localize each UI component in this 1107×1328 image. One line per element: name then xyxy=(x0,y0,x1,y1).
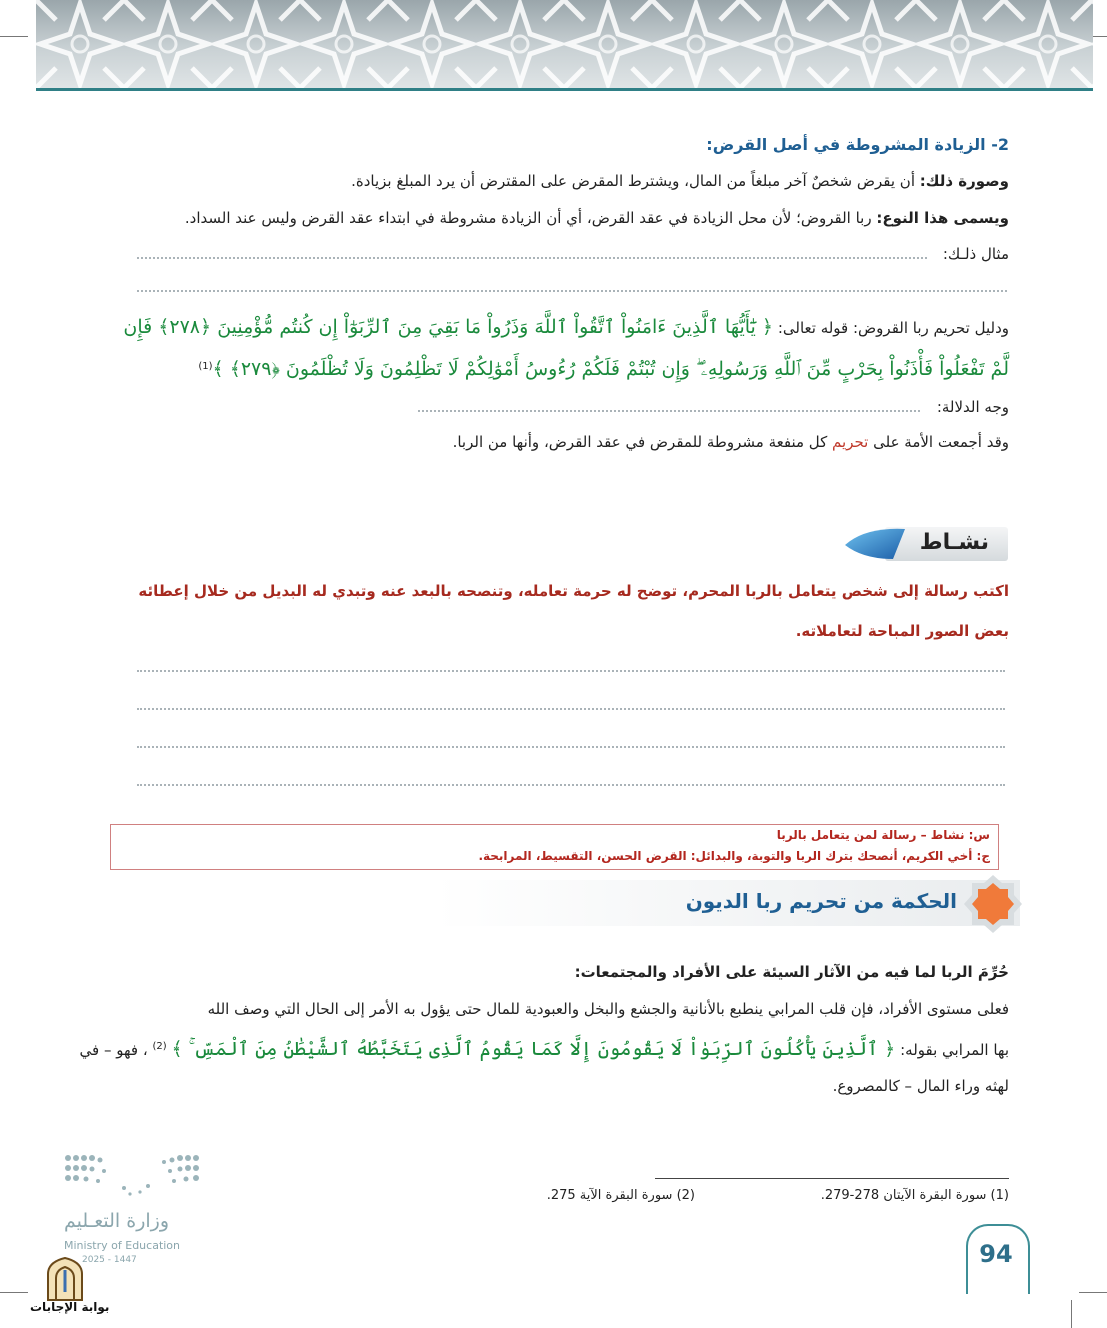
footnote-divider xyxy=(655,1178,1009,1179)
ministry-logo-dots-icon xyxy=(64,1152,200,1198)
answer-line[interactable] xyxy=(137,784,1005,786)
answer-line[interactable] xyxy=(137,670,1005,672)
wisdom-paragraph-2 xyxy=(80,1036,1009,1061)
consensus-highlight: تحريم xyxy=(832,433,869,451)
footnote-1: (1) سورة البقرة الآيتان 278-279. xyxy=(820,1188,1009,1203)
evidence-label: ودليل تحريم ربا القروض: قوله تعالى: xyxy=(777,319,1009,337)
activity-instruction-2: بعض الصور المباحة لتعاملاته. xyxy=(795,622,1009,640)
answer-line[interactable] xyxy=(137,290,1007,292)
wisdom-title: الحكمة من تحريم ربا الديون xyxy=(685,889,957,913)
evidence-paragraph xyxy=(123,316,1009,339)
wisdom-verse: ﴿ ٱلَّذِينَ يَأْكُلُونَ ٱلرِّبَوٰاْ لَا يَقُومُونَ إِلَّا كَمَا يَقُومُ ٱلَّذِى يَتَخَبَّطُهُ ٱلشَّيْطَٰنُ مِنَ ٱلْمَسِّ ۚ ﴾ xyxy=(171,1038,896,1060)
indication-label: وجه الدلالة: xyxy=(936,398,1009,416)
verse-line-2: لَّمْ تَفْعَلُواْ فَأْذَنُواْ بِحَرْبٍ مِّنَ ٱللَّهِ وَرَسُولِهِۦ ۖ وَإِن تُبْتُمْ فَلَكُمْ رُءُوسُ أَمْوَٰلِكُمْ لَا تَظْلِمُونَ وَلَا تُظْلَمُونَ ﴿٢٧٩﴾ ﴾ xyxy=(212,358,1009,380)
consensus-paragraph xyxy=(453,431,1009,453)
form-label: وصورة ذلك: xyxy=(919,172,1009,190)
header-divider xyxy=(36,88,1093,91)
verse-ref: (1) xyxy=(198,361,213,372)
answer-box xyxy=(110,824,999,870)
answer-line[interactable] xyxy=(137,257,927,259)
watermark-logo-icon xyxy=(44,1256,86,1302)
wisdom-subheading: حُرِّمَ الربا لما فيه من الآثار السيئة على الأفراد والمجتمعات: xyxy=(574,963,1009,981)
star-badge-icon xyxy=(962,873,1024,935)
name-paragraph xyxy=(185,207,1009,229)
answer-line[interactable] xyxy=(137,708,1005,710)
activity-title: نشـاط xyxy=(919,530,989,555)
wisdom-paragraph-3: لهثه وراء المال – كالمصروع. xyxy=(832,1077,1009,1095)
answer-question: س: نشاط – رسالة لمن يتعامل بالربا xyxy=(776,828,990,842)
footnote-2: (2) سورة البقرة الآية 275. xyxy=(546,1188,695,1203)
wisdom-paragraph-1: فعلى مستوى الأفراد، فإن قلب المرابي ينطبع بالأنانية والجشع والبخل والعبودية للمال حتى يؤول به الأمر إلى الحال التي وصف الله xyxy=(207,1000,1009,1018)
consensus-text-2: كل منفعة مشروطة للمقرض في عقد القرض، وأنها من الربا. xyxy=(452,433,833,451)
geometric-pattern xyxy=(36,0,1093,88)
example-label: مثال ذلـك: xyxy=(942,245,1009,263)
verse-paragraph-2 xyxy=(198,356,1009,381)
answer-response: ج: أخي الكريم، أنصحك بترك الربا والتوبة، والبدائل: القرض الحسن، التقسيط، المرابحة. xyxy=(478,849,990,863)
activity-instruction-1: اكتب رسالة إلى شخص يتعامل بالربا المحرم، توضح له حرمة تعامله، وتنصحه بالبعد عنه وتبدي له البديل من خلال إعطائه xyxy=(138,582,1009,600)
ministry-name-ar: وزارة التعـليم xyxy=(64,1210,170,1232)
wisdom-para2-end: ، فهو – في xyxy=(79,1041,148,1059)
verse-line-1: ﴿ يَٰٓأَيُّهَا ٱلَّذِينَ ءَامَنُواْ ٱتَّقُواْ ٱللَّهَ وَذَرُواْ مَا بَقِيَ مِنَ ٱلرِّبَوٰٓاْ إِن كُنتُم مُّؤْمِنِينَ ﴿٢٧٨﴾ فَإِن xyxy=(123,316,774,338)
form-paragraph xyxy=(351,170,1009,192)
name-label: ويسمى هذا النوع: xyxy=(876,209,1009,227)
ministry-year: 2025 - 1447 xyxy=(82,1255,137,1265)
answer-line[interactable] xyxy=(137,746,1005,748)
name-text: ربا القروض؛ لأن محل الزيادة في عقد القرض، أي أن الزيادة مشروطة في ابتداء عقد القرض وليس عند السداد. xyxy=(184,209,877,227)
wisdom-para2-intro: بها المرابي بقوله: xyxy=(900,1041,1009,1059)
answer-line[interactable] xyxy=(418,410,920,412)
section-heading: 2- الزيادة المشروطة في أصل القرض: xyxy=(706,135,1009,154)
header-banner xyxy=(36,0,1093,88)
ministry-name-en: Ministry of Education xyxy=(64,1239,181,1252)
consensus-text-1: وقد أجمعت الأمة على xyxy=(868,433,1009,451)
wisdom-verse-ref: (2) xyxy=(152,1041,167,1052)
watermark-text: بوابة الإجابات xyxy=(30,1300,110,1314)
form-text: أن يقرض شخصٌ آخر مبلغاً من المال، ويشترط المقرض على المقترض أن يرد المبلغ بزيادة. xyxy=(351,172,920,190)
page-number: 94 xyxy=(979,1240,1013,1268)
